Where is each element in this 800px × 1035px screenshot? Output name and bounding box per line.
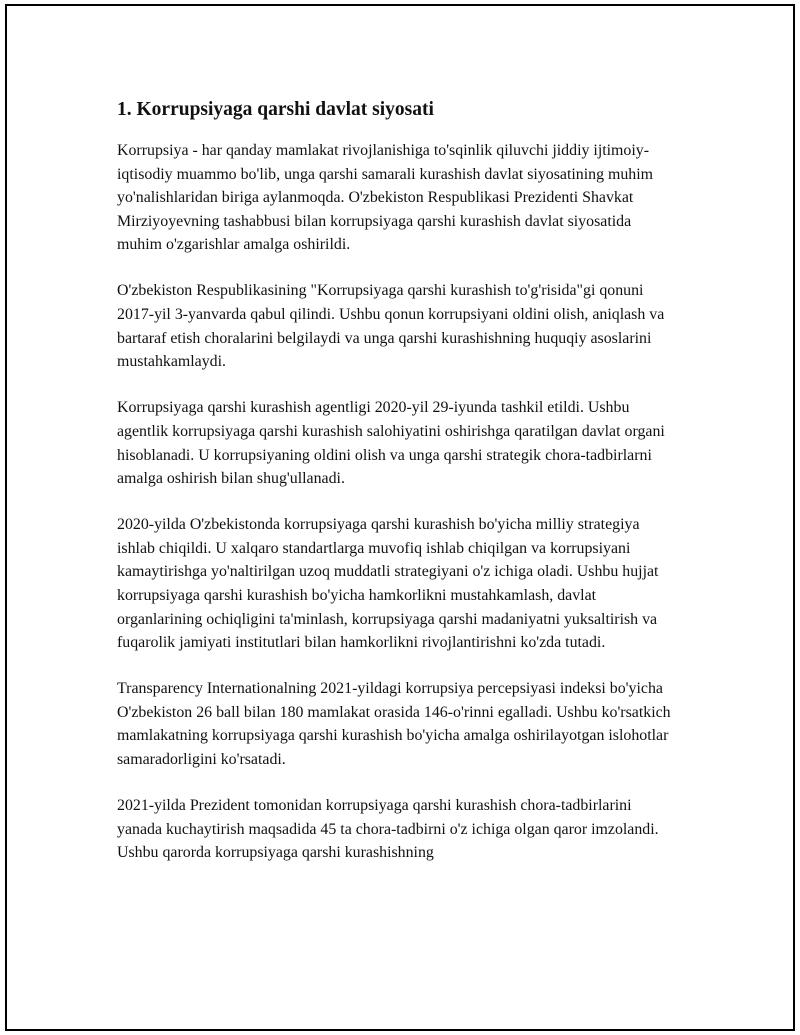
document-body	[117, 97, 677, 887]
paragraph-1: Korrupsiya - har qanday mamlakat rivojlanishiga to'sqinlik qiluvchi jiddiy ijtimoiy-iqtisodiy muammo bo'lib, unga qarshi samarali kurashish davlat siyosatining muhim yo'nalishlaridan biriga aylanmoqda. O'zbekiston Respublikasi Prezidenti Shavkat Mirziyoyevning tashabbusi bilan korrupsiyaga qarshi kurashish davlat siyosatida muhim o'zgarishlar amalga oshirildi.	[117, 142, 654, 254]
paragraph-6: 2021-yilda Prezident tomonidan korrupsiyaga qarshi kurashish chora-tadbirlarini yanada kuchaytirish maqsadida 45 ta chora-tadbirni o'z ichiga olgan qaror imzolandi. Ushbu qarorda korrupsiyaga qarshi kurashishning	[117, 797, 659, 862]
paragraph-4: 2020-yilda O'zbekistonda korrupsiyaga qarshi kurashish bo'yicha milliy strategiya ishlab chiqildi. U xalqaro standartlarga muvofiq ishlab chiqilgan va korrupsiyani kamaytirishga yo'naltirilgan uzoq muddatli strategiyani o'z ichiga oladi. Ushbu hujjat korrupsiyaga qarshi kurashish bo'yicha hamkorlikni mustahkamlash, davlat organlarining ochiqligini ta'minlash, korrupsiyaga qarshi madaniyatni yuksaltirish va fuqarolik jamiyati institutlari bilan hamkorlikni rivojlantirishni ko'zda tutadi.	[117, 516, 659, 652]
paragraph-3: Korrupsiyaga qarshi kurashish agentligi 2020-yil 29-iyunda tashkil etildi. Ushbu agentlik korrupsiyaga qarshi kurashish salohiyatini oshirishga qaratilgan davlat organi hisoblanadi. U korrupsiyaning oldini olish va unga qarshi strategik chora-tadbirlarni amalga oshirish bilan shug'ullanadi.	[117, 399, 665, 488]
paragraph-2: O'zbekiston Respublikasining "Korrupsiyaga qarshi kurashish to'g'risida"gi qonuni 2017-yil 3-yanvarda qabul qilindi. Ushbu qonun korrupsiyani oldini olish, aniqlash va bartaraf etish choralarini belgilaydi va unga qarshi kurashishning huquqiy asoslarini mustahkamlaydi.	[117, 282, 665, 371]
section-heading: 1. Korrupsiyaga qarshi davlat siyosati	[117, 99, 434, 120]
paragraph-5: Transparency Internationalning 2021-yildagi korrupsiya percepsiyasi indeksi bo'yicha O'zbekiston 26 ball bilan 180 mamlakat orasida 146-o'rinni egalladi. Ushbu ko'rsatkich mamlakatning korrupsiyaga qarshi kurashish bo'yicha amalga oshirilayotgan islohotlar samaradorligini ko'rsatadi.	[117, 680, 671, 769]
